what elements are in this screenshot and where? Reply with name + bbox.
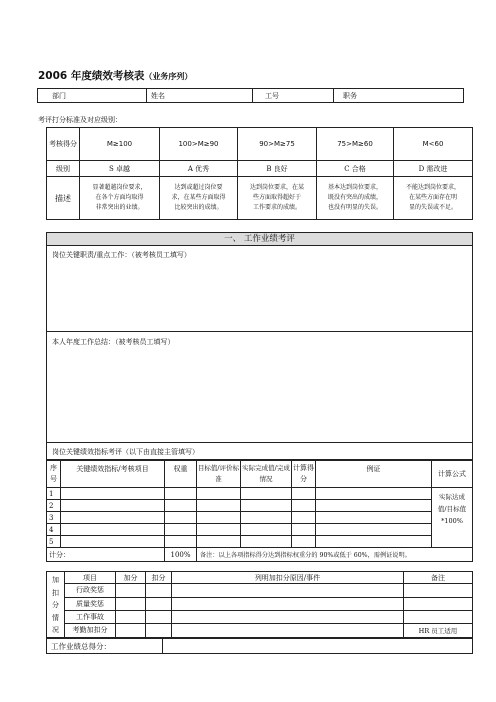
kpi-header-seq: 序号 [47, 461, 61, 488]
kpi-row-seq: 2 [47, 500, 61, 512]
kpi-cell[interactable] [61, 500, 165, 512]
dept-field[interactable]: 部门 [38, 89, 147, 103]
level-a: A 优秀 [160, 161, 238, 177]
kpi-cell[interactable] [241, 512, 292, 524]
adjust-header-reason: 列明加扣分原因/事件 [172, 572, 404, 584]
desc-d: 不能达到岗位要求， 在某些方面存在明 显的失误或不足。 [394, 177, 473, 220]
kpi-cell[interactable] [61, 536, 165, 548]
adjust-cell[interactable] [404, 597, 473, 610]
kpi-cell[interactable] [316, 512, 432, 524]
kpi-cell[interactable] [241, 488, 292, 500]
kpi-cell[interactable] [316, 536, 432, 548]
kpi-cell[interactable] [165, 500, 197, 512]
kpi-header-target: 目标值/评价标准 [197, 461, 241, 488]
adjust-item-attendance: 考勤加扣分 [65, 624, 116, 637]
kpi-formula-note: 实际达成 值/目标值 *100% [432, 488, 473, 548]
adjust-cell[interactable] [404, 584, 473, 597]
adjust-cell[interactable] [116, 624, 146, 637]
level-c: C 合格 [317, 161, 394, 177]
range-a: 100>M≥90 [160, 128, 238, 161]
kpi-cell[interactable] [61, 512, 165, 524]
kpi-cell[interactable] [292, 512, 316, 524]
page-title [38, 68, 192, 83]
desc-b: 达到岗位要求，在某 些方面取得超好于 工作要求的成绩。 [238, 177, 317, 220]
key-duties-box[interactable] [46, 245, 473, 332]
scoring-scale-table [46, 127, 473, 220]
level-row-header: 级别 [47, 161, 80, 177]
kpi-row-seq: 5 [47, 536, 61, 548]
kpi-section-label: 岗位关键绩效指标考评（以下由直接主管填写） [52, 448, 199, 456]
kpi-cell[interactable] [197, 524, 241, 536]
name-field[interactable]: 姓名 [147, 89, 253, 103]
kpi-cell[interactable] [165, 512, 197, 524]
adjust-cell[interactable] [146, 597, 172, 610]
kpi-cell[interactable] [292, 536, 316, 548]
kpi-cell[interactable] [241, 536, 292, 548]
key-duties-label: 岗位关键职责/重点工作：（被考核员工填写） [52, 251, 191, 259]
adjust-cell[interactable] [116, 597, 146, 610]
title-text: 2006 年度绩效考核表 [38, 70, 145, 82]
kpi-header-score: 计算得分 [292, 461, 316, 488]
level-b: B 良好 [238, 161, 317, 177]
adjust-header-remark: 备注 [404, 572, 473, 584]
kpi-cell[interactable] [316, 524, 432, 536]
level-d: D 需改进 [394, 161, 473, 177]
scale-caption: 考评打分标准及对应级别： [38, 116, 122, 124]
adjust-header-plus: 加分 [116, 572, 146, 584]
attendance-note: HR 员工适用 [404, 624, 473, 637]
kpi-header-actual: 实际完成值/完成情况 [241, 461, 292, 488]
kpi-cell[interactable] [197, 512, 241, 524]
kpi-header-item: 关键绩效指标/考核项目 [61, 461, 165, 488]
employee-info-table [37, 88, 464, 103]
kpi-cell[interactable] [241, 500, 292, 512]
score-row-header: 考核得分 [47, 128, 80, 161]
id-field[interactable]: 工号 [253, 89, 334, 103]
kpi-row-seq: 1 [47, 488, 61, 500]
adjust-header-minus: 扣分 [146, 572, 172, 584]
kpi-cell[interactable] [197, 500, 241, 512]
kpi-cell[interactable] [61, 488, 165, 500]
desc-s: 显著超越岗位要求， 在各个方面均取得 非常突出的业绩。 [80, 177, 160, 220]
range-d: M<60 [394, 128, 473, 161]
adjustments-side-label: 加 扣 分 情 况 [47, 572, 65, 638]
kpi-cell[interactable] [165, 524, 197, 536]
kpi-cell[interactable] [197, 536, 241, 548]
adjust-cell[interactable] [146, 610, 172, 623]
kpi-row-seq: 3 [47, 512, 61, 524]
adjust-cell[interactable] [146, 584, 172, 597]
tally-weight: 100% [165, 548, 197, 562]
adjust-cell[interactable] [172, 624, 404, 637]
adjust-cell[interactable] [116, 610, 146, 623]
kpi-section-row [46, 443, 473, 460]
tally-label: 计分： [47, 548, 165, 562]
kpi-cell[interactable] [316, 500, 432, 512]
annual-summary-box[interactable] [46, 332, 473, 443]
desc-row-header: 描述 [47, 177, 80, 220]
adjust-cell[interactable] [172, 597, 404, 610]
adjust-cell[interactable] [172, 584, 404, 597]
kpi-table [46, 460, 473, 562]
adjust-cell[interactable] [172, 610, 404, 623]
position-field[interactable]: 职务 [334, 89, 464, 103]
adjust-item-quality: 质量奖惩 [65, 597, 116, 610]
level-s: S 卓越 [80, 161, 160, 177]
desc-a: 达到或超过岗位要 求，在某些方面取得 比较突出的成绩。 [160, 177, 238, 220]
kpi-row-seq: 4 [47, 524, 61, 536]
kpi-cell[interactable] [292, 524, 316, 536]
annual-summary-label: 本人年度工作总结：（被考核员工填写） [52, 338, 175, 346]
adjust-cell[interactable] [146, 624, 172, 637]
kpi-cell[interactable] [292, 488, 316, 500]
adjust-header-item: 项目 [65, 572, 116, 584]
kpi-cell[interactable] [292, 500, 316, 512]
range-b: 90>M≥75 [238, 128, 317, 161]
kpi-cell[interactable] [165, 488, 197, 500]
section-performance-header: 一、 工作业绩考评 [46, 232, 473, 246]
kpi-cell[interactable] [61, 524, 165, 536]
kpi-header-weight: 权重 [165, 461, 197, 488]
adjust-cell[interactable] [116, 584, 146, 597]
adjust-item-admin: 行政奖惩 [65, 584, 116, 597]
total-score-field[interactable] [163, 639, 473, 654]
kpi-cell[interactable] [316, 488, 432, 500]
kpi-header-evidence: 例证 [316, 461, 432, 488]
adjust-item-incident: 工作事故 [65, 610, 116, 623]
range-c: 75>M≥60 [317, 128, 394, 161]
range-s: M≥100 [80, 128, 160, 161]
kpi-header-formula: 计算公式 [432, 461, 473, 488]
kpi-cell[interactable] [241, 524, 292, 536]
kpi-cell[interactable] [165, 536, 197, 548]
kpi-cell[interactable] [197, 488, 241, 500]
desc-c: 基本达到岗位要求， 既没有突出的成绩， 也没有明显的失误。 [317, 177, 394, 220]
tally-note: 备注：以上各项指标得分达到指标权重分的 90%或低于 60%，需例证说明。 [197, 548, 473, 562]
total-score-label: 工作业绩总得分： [47, 639, 163, 654]
adjust-cell[interactable] [404, 610, 473, 623]
total-score-table [46, 638, 473, 654]
title-suffix: （业务序列） [144, 72, 193, 81]
adjustments-table [46, 571, 473, 638]
